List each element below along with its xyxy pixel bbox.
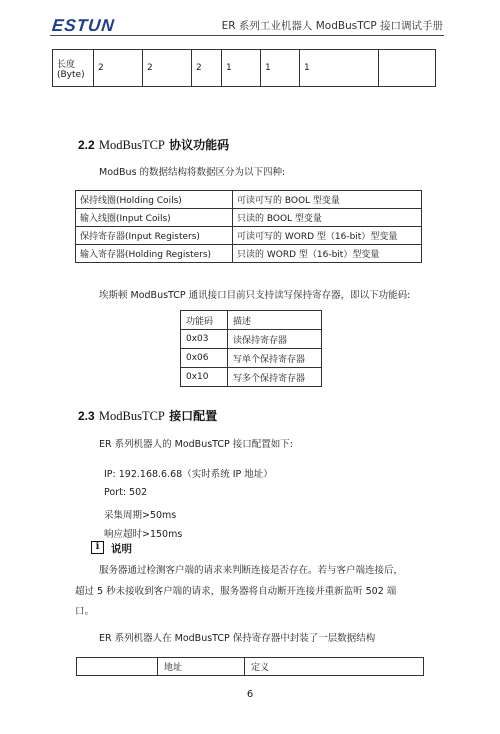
header-divider (50, 35, 444, 36)
table-row (76, 227, 422, 245)
table-cell: 2 (143, 50, 192, 87)
table-header-row (181, 311, 322, 330)
table-cell: 可读可写的 BOOL 型变量 (233, 191, 422, 209)
table-cell: 只读的 WORD 型（16-bit）型变量 (233, 245, 422, 263)
note-title: 说明 (111, 543, 132, 555)
length-table (52, 49, 436, 87)
table-cell: 只读的 BOOL 型变量 (233, 209, 422, 227)
table-cell: 1 (222, 50, 261, 87)
data-structure-intro: ModBus 的数据结构将数据区分为以下四种: (99, 167, 286, 178)
table-row (53, 50, 436, 87)
table-cell: 0x10 (181, 368, 228, 387)
section-title-latin: ModBusTCP (98, 138, 165, 152)
section-heading-2-3 (78, 407, 217, 424)
length-label-line1: 长度 (57, 59, 76, 70)
section-number: 2.2 (78, 138, 95, 152)
data-structure-text: ER 系列机器人在 ModBusTCP 保持寄存器中封装了一层数据结构 (99, 633, 376, 644)
manual-title: ER 系列工业机器人 ModBusTCP 接口调试手册 (221, 20, 443, 32)
table-cell: 保持寄存器(Input Registers) (76, 227, 233, 245)
table-row (76, 209, 422, 227)
info-icon: i (91, 541, 104, 554)
section-title-cjk: 协议功能码 (169, 138, 230, 152)
column-header (77, 658, 158, 676)
table-cell: 1 (300, 50, 379, 87)
supported-function-text: 埃斯顿 ModBusTCP 通讯接口目前只支持读写保持寄存器，即以下功能码: (99, 290, 411, 301)
table-cell: 0x06 (181, 349, 228, 368)
config-port: Port: 502 (104, 487, 148, 498)
table-row (181, 330, 322, 349)
note-line-2: 超过 5 秒未接收到客户端的请求，服务器将自动断开连接并重新监听 502 端 (75, 586, 397, 597)
table-cell: 可读可写的 WORD 型（16-bit）型变量 (233, 227, 422, 245)
column-header: 功能码 (181, 311, 228, 330)
column-header: 描述 (228, 311, 322, 330)
table-cell (379, 50, 436, 87)
table-header-row (77, 658, 424, 676)
column-header: 地址 (158, 658, 245, 676)
table-row (76, 191, 422, 209)
table-cell: 2 (94, 50, 143, 87)
address-table (76, 657, 424, 676)
note-line-3: 口。 (75, 606, 95, 617)
table-cell: 0x03 (181, 330, 228, 349)
section-title-cjk: 接口配置 (169, 409, 218, 423)
table-row (76, 245, 422, 263)
section-number: 2.3 (78, 409, 95, 423)
table-cell: 读保持寄存器 (228, 330, 322, 349)
section-heading-2-2 (78, 136, 229, 153)
table-cell: 1 (261, 50, 300, 87)
table-cell: 输入寄存器(Holding Registers) (76, 245, 233, 263)
function-code-table (180, 310, 322, 387)
config-timeout: 响应超时>150ms (104, 529, 183, 540)
config-ip: IP: 192.168.6.68（实时系统 IP 地址） (104, 469, 273, 480)
column-header: 定义 (245, 658, 424, 676)
table-cell: 输入线圈(Input Coils) (76, 209, 233, 227)
table-cell: 写多个保持寄存器 (228, 368, 322, 387)
table-cell: 写单个保持寄存器 (228, 349, 322, 368)
table-row (181, 368, 322, 387)
estun-logo: ESTUN (51, 16, 116, 35)
table-row (181, 349, 322, 368)
page-number: 6 (246, 689, 254, 700)
length-label-cell (53, 50, 94, 87)
note-line-1: 服务器通过检测客户端的请求来判断连接是否存在。若与客户端连接后， (99, 565, 404, 576)
config-sample-period: 采集周期>50ms (104, 510, 177, 521)
length-label-line2: (Byte) (57, 69, 85, 80)
data-area-table (75, 190, 422, 263)
table-cell: 2 (192, 50, 222, 87)
section-title-latin: ModBusTCP (98, 409, 165, 423)
config-intro: ER 系列机器人的 ModBusTCP 接口配置如下: (99, 439, 293, 450)
table-cell: 保持线圈(Holding Coils) (76, 191, 233, 209)
